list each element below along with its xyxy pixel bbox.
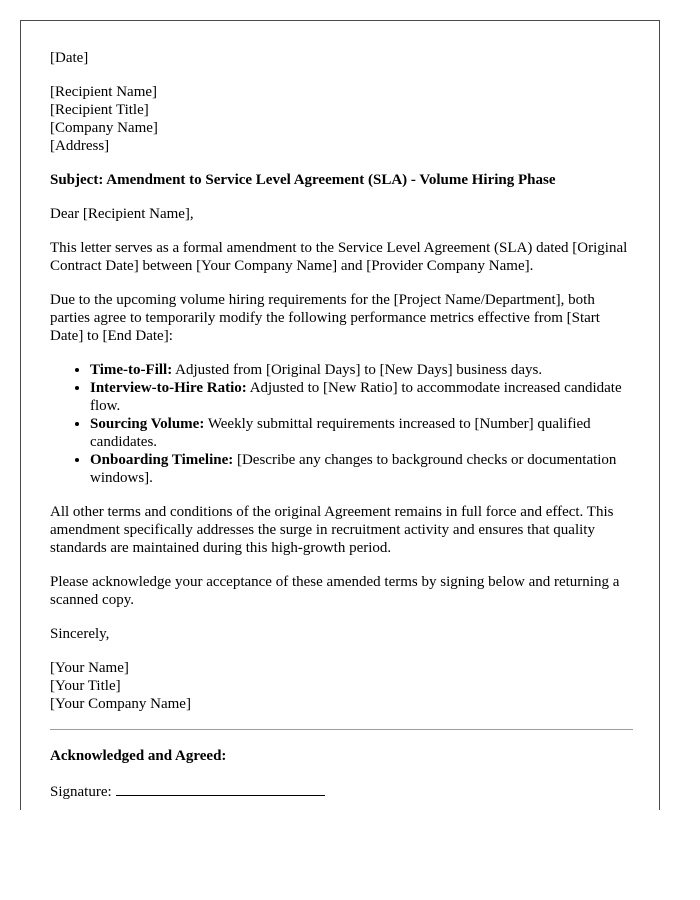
metric-text: Adjusted to [New Ratio] to accommodate increased candidate flow. [90,380,622,414]
letter-page [20,20,660,810]
context-paragraph: Due to the upcoming volume hiring requirements for the [Project Name/Department], both parties agree to temporarily modify the following performance metrics effective from [Start Date] to [End Date]: [50,292,600,344]
letter-content [50,49,633,810]
sender-name: [Your Name] [50,660,129,676]
metric-label: Sourcing Volume: [90,416,205,432]
list-item [90,415,633,451]
signature-row [50,781,633,801]
salutation: Dear [Recipient Name], [50,206,194,222]
valediction: Sincerely, [50,626,110,642]
metrics-list [50,361,633,487]
metric-text: Weekly submittal requirements increased to [Number] qualified candidates. [90,416,591,450]
recipient-block [50,83,633,155]
recipient-title: [Recipient Title] [50,102,149,118]
sender-block [50,659,633,713]
list-item [90,451,633,487]
date: [Date] [50,50,89,66]
list-item [90,361,633,379]
metric-label: Interview-to-Hire Ratio: [90,380,247,396]
list-item [90,379,633,415]
date-block [50,49,633,67]
signature-line[interactable] [116,781,325,796]
recipient-name: [Recipient Name] [50,84,158,100]
terms-paragraph: All other terms and conditions of the original Agreement remains in full force and effect. This amendment specifically addresses the surge in recruitment activity and ensures that quality standards are maintained during this high-growth period. [50,504,614,556]
metric-text: [Describe any changes to background checks or documentation windows]. [90,452,617,486]
subject-line: Subject: Amendment to Service Level Agreement (SLA) - Volume Hiring Phase [50,172,556,188]
acknowledgment-title: Acknowledged and Agreed: [50,748,227,764]
recipient-company: [Company Name] [50,120,158,136]
signature-label: Signature: [50,784,112,800]
metric-text: Adjusted from [Original Days] to [New Days] business days. [172,362,543,378]
acknowledge-paragraph: Please acknowledge your acceptance of these amended terms by signing below and returning a scanned copy. [50,574,620,608]
recipient-address: [Address] [50,138,110,154]
intro-paragraph: This letter serves as a formal amendment to the Service Level Agreement (SLA) dated [Original Contract Date] between [Your Company Name] and [Provider Company Name]. [50,240,628,274]
section-divider [50,729,633,730]
sender-company: [Your Company Name] [50,696,191,712]
sender-title: [Your Title] [50,678,121,694]
metric-label: Time-to-Fill: [90,362,173,378]
metric-label: Onboarding Timeline: [90,452,234,468]
